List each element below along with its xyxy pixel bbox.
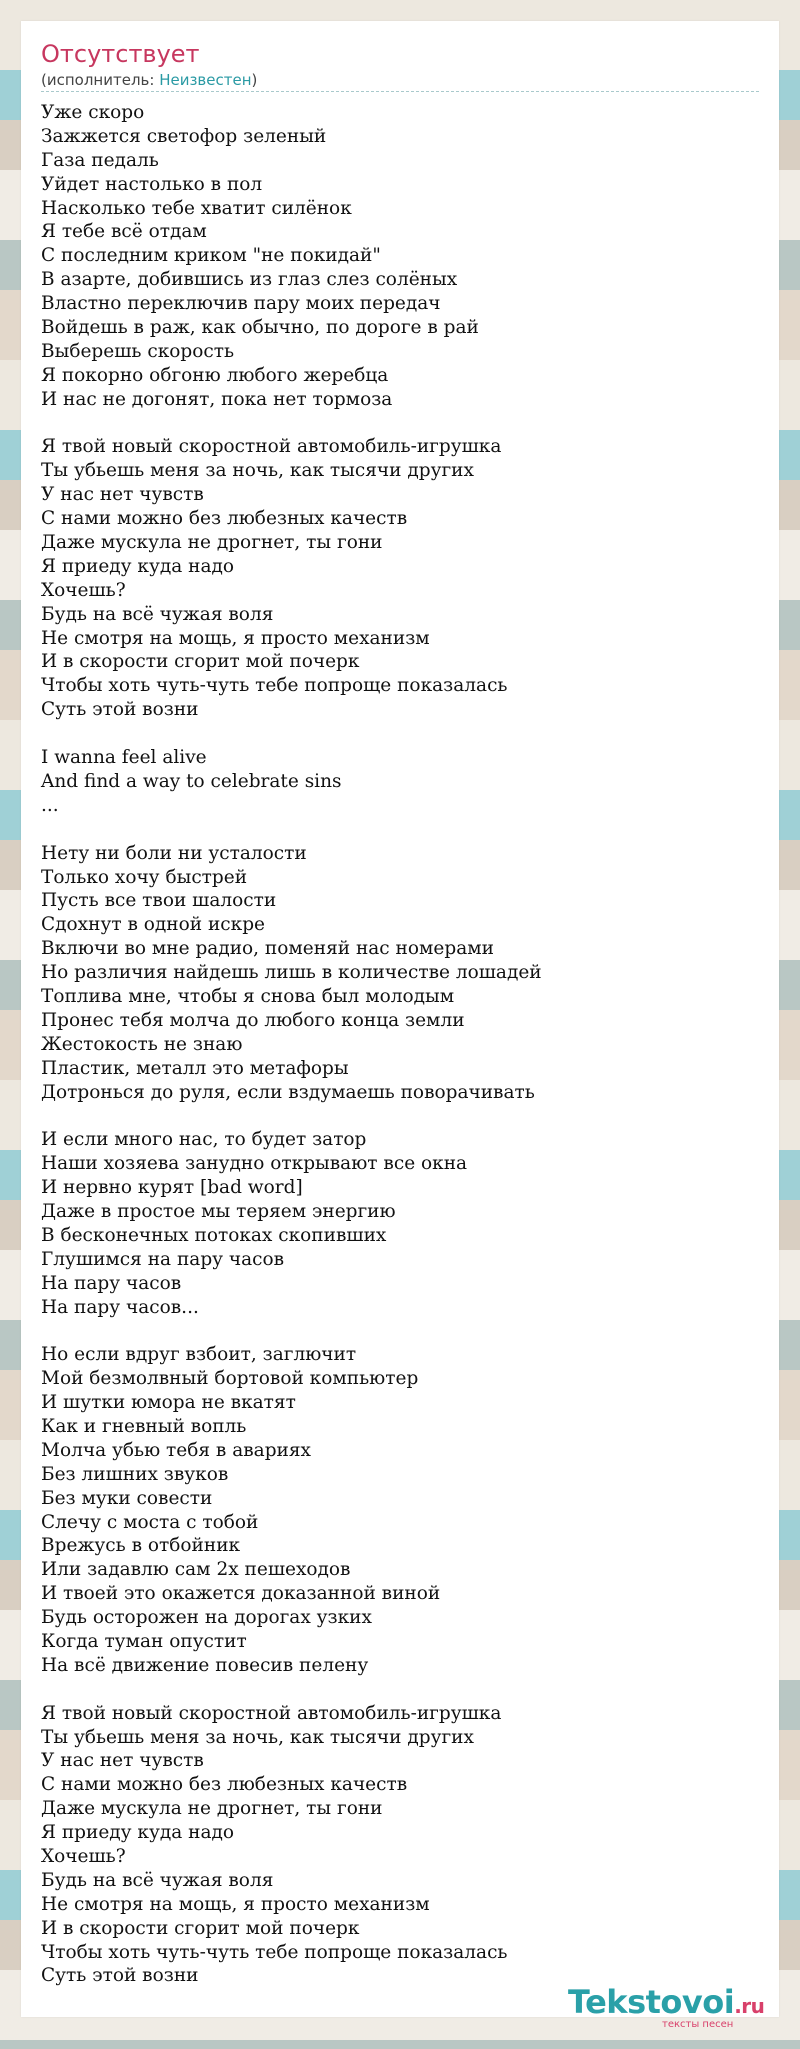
lyrics-line: Не смотря на мощь, я просто механизм bbox=[41, 627, 430, 649]
lyrics-line: Я приеду куда надо bbox=[41, 555, 235, 577]
lyrics-text bbox=[41, 101, 542, 1988]
logo-name: Tekstovoi bbox=[568, 1983, 735, 2021]
lyrics-line: Молча убью тебя в авариях bbox=[41, 1439, 311, 1461]
artist-line bbox=[41, 71, 257, 89]
lyrics-line: Пусть все твои шалости bbox=[41, 890, 277, 912]
lyrics-line: Хочешь? bbox=[41, 579, 126, 601]
lyrics-line: Я покорно обгоню любого жеребца bbox=[41, 364, 389, 386]
lyrics-blank-line bbox=[41, 1319, 542, 1343]
artist-link[interactable]: Неизвестен bbox=[159, 71, 252, 89]
lyrics-line: Властно переключив пару моих передач bbox=[41, 293, 441, 315]
lyrics-line: На пару часов... bbox=[41, 1296, 199, 1318]
lyrics-line: Газа педаль bbox=[41, 149, 159, 171]
lyrics-line: С нами можно без любезных качеств bbox=[41, 508, 408, 530]
lyrics-line: И в скорости сгорит мой почерк bbox=[41, 1917, 360, 1939]
lyrics-line: Слечу с моста с тобой bbox=[41, 1511, 259, 1533]
lyrics-line: И нас не догонят, пока нет тормоза bbox=[41, 388, 393, 410]
lyrics-line: Пластик, металл это метафоры bbox=[41, 1057, 349, 1079]
lyrics-line: Даже мускула не дрогнет, ты гони bbox=[41, 1798, 383, 1820]
lyrics-line: Будь на всё чужая воля bbox=[41, 603, 274, 625]
lyrics-line: И шутки юмора не вкатят bbox=[41, 1392, 296, 1414]
lyrics-line: С нами можно без любезных качеств bbox=[41, 1774, 408, 1796]
lyrics-line: На пару часов bbox=[41, 1272, 182, 1294]
lyrics-line: В бесконечных потоках скопивших bbox=[41, 1224, 387, 1246]
lyrics-blank-line bbox=[41, 818, 542, 842]
lyrics-line: Без лишних звуков bbox=[41, 1463, 229, 1485]
lyrics-line: Когда туман опустит bbox=[41, 1631, 247, 1652]
artist-prefix: (исполнитель: bbox=[41, 71, 160, 89]
song-title: Отсутствует bbox=[41, 40, 200, 68]
lyrics-line: Сдохнут в одной искре bbox=[41, 914, 265, 936]
lyrics-line: Войдешь в раж, как обычно, по дороге в рай bbox=[41, 317, 479, 339]
lyrics-line: И нервно курят [bad word] bbox=[41, 1177, 303, 1199]
lyrics-line: Будь осторожен на дорогах узких bbox=[41, 1607, 372, 1629]
lyrics-line: Я твой новый скоростной автомобиль-игрушка bbox=[41, 1702, 502, 1724]
header-divider bbox=[41, 91, 759, 92]
lyrics-line: Но если вдруг взбоит, заглючит bbox=[41, 1344, 357, 1366]
lyrics-blank-line bbox=[41, 412, 542, 436]
lyrics-line: С последним криком "не покидай" bbox=[41, 245, 381, 267]
lyrics-line: И в скорости сгорит мой почерк bbox=[41, 651, 360, 673]
lyrics-line: И твоей это окажется доказанной виной bbox=[41, 1583, 441, 1605]
lyrics-line: Суть этой возни bbox=[41, 699, 199, 721]
lyrics-line: Я тебе всё отдам bbox=[41, 221, 207, 243]
lyrics-line: Будь на всё чужая воля bbox=[41, 1869, 274, 1891]
lyrics-line: Топлива мне, чтобы я снова был молодым bbox=[41, 985, 455, 1007]
lyrics-line: Без муки совести bbox=[41, 1487, 213, 1509]
lyrics-blank-line bbox=[41, 1104, 542, 1128]
site-logo[interactable] bbox=[568, 1984, 764, 2024]
lyrics-line: Включи во мне радио, поменяй нас номерами bbox=[41, 938, 494, 960]
lyrics-line: Только хочу быстрей bbox=[41, 866, 248, 888]
lyrics-line: Глушимся на пару часов bbox=[41, 1248, 285, 1270]
lyrics-line: Мой безмолвный бортовой компьютер bbox=[41, 1368, 419, 1390]
lyrics-line: Даже в простое мы теряем энергию bbox=[41, 1200, 396, 1222]
lyrics-line: Чтобы хоть чуть-чуть тебе попроще показалась bbox=[41, 1941, 508, 1963]
lyrics-line: Выберешь скорость bbox=[41, 340, 235, 362]
lyrics-line: Как и гневный вопль bbox=[41, 1415, 247, 1437]
lyrics-line: Я твой новый скоростной автомобиль-игрушка bbox=[41, 436, 502, 458]
lyrics-line: На всё движение повесив пелену bbox=[41, 1654, 369, 1676]
lyrics-line: I wanna feel alive bbox=[41, 747, 207, 769]
lyrics-line: Наши хозяева занудно открывают все окна bbox=[41, 1153, 468, 1175]
lyrics-blank-line bbox=[41, 1678, 542, 1702]
lyrics-line: Уже скоро bbox=[41, 102, 145, 123]
lyrics-line: Даже мускула не дрогнет, ты гони bbox=[41, 532, 383, 554]
lyrics-line: В азарте, добившись из глаз слез солёных bbox=[41, 269, 458, 291]
lyrics-card bbox=[21, 21, 779, 2017]
lyrics-line: Я приеду куда надо bbox=[41, 1822, 235, 1844]
lyrics-line: Суть этой возни bbox=[41, 1965, 199, 1987]
lyrics-line: Чтобы хоть чуть-чуть тебе попроще показалась bbox=[41, 675, 508, 697]
lyrics-line: Ты убьешь меня за ночь, как тысячи других bbox=[41, 1726, 474, 1748]
lyrics-line: Насколько тебе хватит силёнок bbox=[41, 197, 352, 219]
logo-tld: .ru bbox=[734, 1994, 765, 2018]
lyrics-line: Или задавлю сам 2х пешеходов bbox=[41, 1559, 351, 1581]
lyrics-line: Дотронься до руля, если вздумаешь поворачивать bbox=[41, 1081, 535, 1103]
lyrics-line: Хочешь? bbox=[41, 1846, 126, 1868]
lyrics-line: И если много нас, то будет затор bbox=[41, 1129, 367, 1151]
lyrics-blank-line bbox=[41, 722, 542, 746]
logo-tagline: тексты песен bbox=[662, 2019, 734, 2030]
lyrics-line: Уйдет настолько в пол bbox=[41, 173, 263, 195]
lyrics-line: Ты убьешь меня за ночь, как тысячи других bbox=[41, 460, 474, 482]
lyrics-line: У нас нет чувств bbox=[41, 1750, 204, 1772]
lyrics-line: Но различия найдешь лишь в количестве лошадей bbox=[41, 962, 542, 984]
lyrics-line: And find a way to celebrate sins bbox=[41, 770, 342, 792]
artist-suffix: ) bbox=[251, 71, 258, 89]
lyrics-line: ... bbox=[41, 794, 59, 816]
lyrics-line: У нас нет чувств bbox=[41, 484, 204, 506]
lyrics-line: Зажжется светофор зеленый bbox=[41, 125, 327, 147]
lyrics-line: Пронес тебя молча до любого конца земли bbox=[41, 1009, 465, 1031]
lyrics-line: Врежусь в отбойник bbox=[41, 1535, 241, 1557]
lyrics-line: Не смотря на мощь, я просто механизм bbox=[41, 1893, 430, 1915]
lyrics-line: Жестокость не знаю bbox=[41, 1033, 243, 1055]
lyrics-line: Нету ни боли ни усталости bbox=[41, 842, 307, 864]
